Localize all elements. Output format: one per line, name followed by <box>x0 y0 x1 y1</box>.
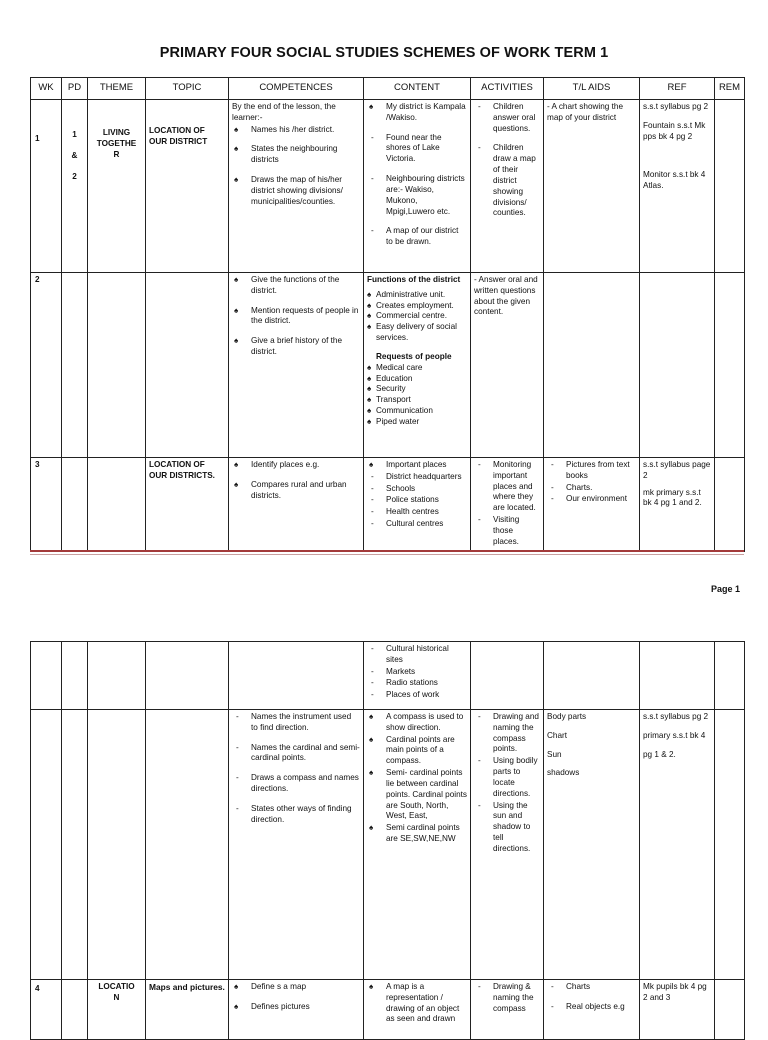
aid-item: shadows <box>547 768 580 778</box>
remarks-cell <box>715 100 745 273</box>
content-item: - Schools <box>367 484 467 495</box>
remarks-cell <box>715 273 745 458</box>
week-cell <box>31 710 62 980</box>
period-cell <box>62 458 88 552</box>
topic-cell: Maps and pictures. <box>146 980 229 1040</box>
header-cell: TOPIC <box>146 78 229 100</box>
remarks-cell <box>715 642 745 710</box>
ref-item: Monitor s.s.t bk 4 Atlas. <box>643 170 706 191</box>
aid-item: - Pictures from text books <box>547 460 636 482</box>
content-item: - District headquarters <box>367 472 467 483</box>
activity-item: - Using the sun and shadow to tell directions. <box>474 801 540 855</box>
header-cell: PD <box>62 78 88 100</box>
competence-item: ♠ Give the functions of the district. <box>232 275 360 297</box>
aids-cell <box>544 273 640 458</box>
period-value: 1 <box>72 130 77 139</box>
competence-item: ♠ Compares rural and urban districts. <box>232 480 360 502</box>
content-item: - Neighbouring districts are:- Wakiso, Mukono, Mpigi,Luwero etc. <box>367 174 467 217</box>
content-cell <box>364 980 471 1040</box>
activities-cell <box>471 642 544 710</box>
topic-cell <box>146 273 229 458</box>
content-item: ♠ Commercial centre. <box>367 311 467 322</box>
content-subheading: Functions of the district <box>367 275 461 284</box>
content-item: - Found near the shores of Lake Victoria. <box>367 133 467 165</box>
competences-cell <box>229 710 364 980</box>
activities-cell: - Answer oral and written questions about the given content. <box>471 273 544 458</box>
content-item: ♠ Piped water <box>367 417 467 428</box>
theme-text: TOGETHE <box>96 138 137 148</box>
week-number: 3 <box>31 458 62 552</box>
header-cell: REF <box>640 78 715 100</box>
ref-item: mk primary s.s.t bk 4 pg 1 and 2. <box>643 487 702 508</box>
aids-cell <box>544 642 640 710</box>
content-item: - Places of work <box>367 690 467 701</box>
theme-cell <box>88 458 146 552</box>
period-cell <box>62 710 88 980</box>
theme-cell <box>88 273 146 458</box>
ref-cell <box>640 458 715 552</box>
topic-cell <box>146 642 229 710</box>
week-number: 4 <box>31 980 62 1040</box>
theme-text: LIVING <box>102 128 131 137</box>
content-item: - Health centres <box>367 507 467 518</box>
competences-cell <box>229 980 364 1040</box>
competence-item: ♠ Identify places e.g. <box>232 460 360 471</box>
activities-cell <box>471 980 544 1040</box>
remarks-cell <box>715 980 745 1040</box>
content-cell <box>364 642 471 710</box>
competence-item: - Draws a compass and names directions. <box>232 773 360 795</box>
ref-item: s.s.t syllabus pg 2 <box>643 712 709 721</box>
activity-item: - Drawing and naming the compass points. <box>474 712 540 755</box>
competences-cell <box>229 458 364 552</box>
competences-cell <box>229 100 364 273</box>
content-item: ♠ Creates employment. <box>367 301 467 312</box>
week-number: 1 <box>31 100 62 273</box>
theme-cell <box>88 710 146 980</box>
aids-cell <box>544 710 640 980</box>
footer-rule <box>30 554 744 555</box>
content-item: ♠ Security <box>367 384 467 395</box>
content-item: ♠ Transport <box>367 395 467 406</box>
ref-cell: Mk pupils bk 4 pg 2 and 3 <box>640 980 715 1040</box>
theme-cell <box>88 980 146 1040</box>
competence-item: ♠ Define s a map <box>232 982 360 993</box>
table-row <box>31 458 745 552</box>
header-cell: WK <box>31 78 62 100</box>
competences-cell <box>229 273 364 458</box>
content-item: ♠ Cardinal points are main points of a compass. <box>367 735 467 767</box>
ref-item: Fountain s.s.t Mk pps bk 4 pg 2 <box>643 120 706 141</box>
ref-item: primary s.s.t bk 4 <box>643 730 706 740</box>
content-item: - Cultural centres <box>367 519 467 530</box>
competence-item: ♠ States the neighbouring districts <box>232 144 360 166</box>
ref-cell <box>640 642 715 710</box>
content-item: - Police stations <box>367 495 467 506</box>
ref-cell <box>640 273 715 458</box>
activity-item: - Monitoring important places and where they are located. <box>474 460 540 514</box>
competence-intro: By the end of the lesson, the learner:- <box>232 102 336 122</box>
content-item: - Markets <box>367 667 467 678</box>
period-cell <box>62 273 88 458</box>
period-value: 2 <box>72 171 77 181</box>
content-subheading: Requests of people <box>376 351 452 361</box>
content-cell <box>364 458 471 552</box>
ref-item: pg 1 & 2. <box>643 749 676 759</box>
content-item: ♠ Medical care <box>367 363 467 374</box>
theme-text: R <box>113 149 120 159</box>
activity-item: - Drawing & naming the compass <box>474 982 540 1014</box>
content-cell <box>364 273 471 458</box>
period-cell <box>62 642 88 710</box>
competence-item: - States other ways of finding direction. <box>232 804 360 826</box>
content-item: ♠ Easy delivery of social services. <box>367 322 467 344</box>
aid-item: - Charts. <box>547 483 636 494</box>
header-cell: COMPETENCES <box>229 78 364 100</box>
competence-item: ♠ Mention requests of people in the district. <box>232 306 360 328</box>
table-header-row <box>31 78 745 100</box>
activity-item: - Children draw a map of their district showing divisions/ counties. <box>474 143 540 219</box>
period-cell <box>62 980 88 1040</box>
aid-item: Sun <box>547 749 562 759</box>
content-item: - Radio stations <box>367 678 467 689</box>
theme-text: LOCATIO <box>98 982 135 991</box>
activity-item: - Children answer oral questions. <box>474 102 540 134</box>
content-cell <box>364 710 471 980</box>
content-cell <box>364 100 471 273</box>
page-number: Page 1 <box>710 584 740 594</box>
activity-item: - Visiting those places. <box>474 515 540 547</box>
content-item: ♠ Education <box>367 374 467 385</box>
aid-item: - Real objects e.g <box>547 1002 636 1013</box>
ref-item: s.s.t syllabus page 2 <box>643 460 711 480</box>
period-cell <box>62 100 88 273</box>
ref-cell <box>640 100 715 273</box>
table-row <box>31 710 745 980</box>
page-title: PRIMARY FOUR SOCIAL STUDIES SCHEMES OF WORK TERM 1 <box>159 45 609 61</box>
aids-cell: - A chart showing the map of your district <box>544 100 640 273</box>
ref-cell <box>640 710 715 980</box>
theme-text: N <box>113 992 120 1002</box>
table-row <box>31 980 745 1040</box>
footer-rule <box>30 550 744 552</box>
competences-cell <box>229 642 364 710</box>
remarks-cell <box>715 710 745 980</box>
content-item: ♠ A map is a representation / drawing of an object as seen and drawn <box>367 982 467 1025</box>
content-item: - Cultural historical sites <box>367 644 467 666</box>
header-cell: T/L AIDS <box>544 78 640 100</box>
topic-cell: LOCATION OF OUR DISTRICTS. <box>146 458 229 552</box>
content-item: ♠ Important places <box>367 460 467 471</box>
activities-cell <box>471 100 544 273</box>
activity-item: - Using bodily parts to locate directions. <box>474 756 540 799</box>
content-item: - A map of our district to be drawn. <box>367 226 467 248</box>
content-item: ♠ Semi- cardinal points lie between cardinal points. Cardinal points are South, North, West, East, <box>367 768 467 822</box>
competence-item: ♠ Give a brief history of the district. <box>232 336 360 358</box>
content-item: ♠ Administrative unit. <box>367 290 467 301</box>
content-item: ♠ A compass is used to show direction. <box>367 712 467 734</box>
header-cell: CONTENT <box>364 78 471 100</box>
content-item: ♠ My district is Kampala /Wakiso. <box>367 102 467 124</box>
header-cell: THEME <box>88 78 146 100</box>
table-row <box>31 100 745 273</box>
period-value: & <box>71 150 78 160</box>
aids-cell <box>544 458 640 552</box>
week-cell <box>31 642 62 710</box>
theme-cell <box>88 100 146 273</box>
remarks-cell <box>715 458 745 552</box>
competence-item: ♠ Names his /her district. <box>232 125 360 136</box>
competence-item: - Names the instrument used to find direction. <box>232 712 360 734</box>
topic-cell: LOCATION OF OUR DISTRICT <box>146 100 229 273</box>
content-item: ♠ Semi cardinal points are SE,SW,NE,NW <box>367 823 467 845</box>
ref-item: s.s.t syllabus pg 2 <box>643 102 709 111</box>
theme-cell <box>88 642 146 710</box>
scheme-table-page-2 <box>30 641 745 1040</box>
topic-cell <box>146 710 229 980</box>
aids-cell <box>544 980 640 1040</box>
header-cell: REM <box>715 78 745 100</box>
aid-item: - Charts <box>547 982 636 993</box>
competence-item: ♠ Draws the map of his/her district showing divisions/ municipalities/counties. <box>232 175 360 207</box>
aid-item: - Our environment <box>547 494 636 505</box>
header-cell: ACTIVITIES <box>471 78 544 100</box>
aid-item: Chart <box>547 730 568 740</box>
table-row <box>31 642 745 710</box>
week-number: 2 <box>31 273 62 458</box>
scheme-table-page-1 <box>30 77 745 552</box>
table-row <box>31 273 745 458</box>
aid-item: Body parts <box>547 712 587 721</box>
content-item: ♠ Communication <box>367 406 467 417</box>
competence-item: ♠ Defines pictures <box>232 1002 360 1013</box>
competence-item: - Names the cardinal and semi- cardinal points. <box>232 743 360 765</box>
activities-cell <box>471 458 544 552</box>
activities-cell <box>471 710 544 980</box>
